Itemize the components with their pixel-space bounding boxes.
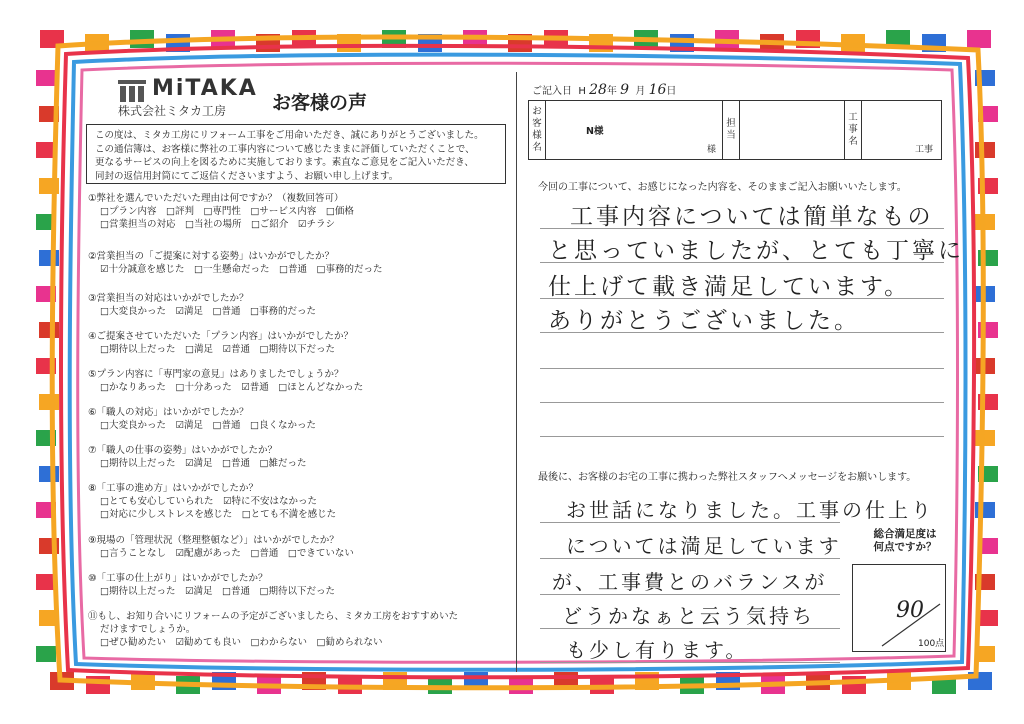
company-name: 株式会社ミタカ工房 [118, 104, 227, 118]
month-unit: 月 [635, 86, 646, 97]
question-6 [88, 406, 316, 432]
customer-name-label: お 客 様 名 [529, 101, 546, 160]
question-2 [88, 250, 382, 276]
answer-options: □かなりあった □十分あった ☑普通 □ほとんどなかった [100, 382, 364, 393]
customer-name-cell [546, 101, 723, 160]
date-year: 28 [589, 82, 607, 98]
score-question [860, 528, 950, 554]
intro-line: この通信簿は、お客様に弊社の工事内容について感じたままに評価していただくことで、 [95, 143, 475, 155]
border-square [975, 430, 995, 446]
question-text: ⑩「工事の仕上がり」はいかがでしたか？ [88, 573, 268, 584]
impression-line: ありがとうございました。 [548, 308, 860, 334]
question-text: ⑤プラン内容に「専門家の意見」はありましたでしょうか？ [88, 369, 344, 380]
answer-options: □期待以上だった ☑満足 □普通 □雑だった [100, 458, 307, 469]
message-line: どうかなぁと云う気持ち [562, 604, 815, 628]
answer-options: □言うことなし ☑配慮があった □普通 □できていない [100, 548, 354, 559]
tanto-cell [740, 101, 845, 160]
question-9 [88, 534, 354, 560]
date-era: H [578, 86, 586, 97]
question-text: ④ご提案させていただいた「プラン内容」はいかがでしたか？ [88, 331, 354, 342]
border-square [39, 250, 59, 266]
intro-box [86, 124, 506, 184]
page-title: お客様の声 [272, 92, 368, 114]
question-10 [88, 572, 335, 598]
answer-options: □大変良かった ☑満足 □普通 □事務的だった [100, 306, 316, 317]
honorific: 様 [706, 145, 716, 155]
entry-date [532, 82, 676, 98]
question-3 [88, 292, 316, 318]
score-unit: 100点 [918, 639, 945, 649]
question-text: ①弊社を選んでいただいた理由は何ですか？（複数回答可） [88, 193, 344, 204]
question-text: ②営業担当の「ご提案に対する姿勢」はいかがでしたか？ [88, 251, 335, 262]
border-square [39, 322, 59, 338]
answer-options: □対応に少しストレスを感じた □とても不満を感じた [100, 509, 337, 520]
answer-options: □とても安心していられた ☑特に不安はなかった [100, 496, 317, 507]
koji-suffix: 工事 [914, 145, 933, 155]
border-square [975, 142, 995, 158]
answer-options: □大変良かった ☑満足 □普通 □良くなかった [100, 420, 316, 431]
message-line: が、工事費とのバランスが [552, 570, 828, 594]
question-8 [88, 482, 336, 521]
kojimei-label: 工 事 名 [845, 101, 862, 160]
question-1 [88, 192, 354, 231]
answer-options: だけますでしょうか。 [100, 624, 196, 635]
border-square [39, 466, 59, 482]
answer-options: ☑十分誠意を感じた □一生懸命だった □普通 □事務的だった [100, 264, 383, 275]
customer-info-table [528, 100, 942, 160]
message-line: については満足しています [566, 534, 842, 558]
tanto-label: 担 当 [723, 101, 740, 160]
intro-line: 更なるサービスの向上を図るために実施しております。素直なご意見をご記入いただき、 [95, 157, 474, 168]
question-text: ③営業担当の対応はいかがでしたか？ [88, 293, 249, 304]
border-square [978, 610, 998, 626]
ruled-line [540, 402, 944, 403]
koji-cell [862, 101, 942, 160]
question-text: ⑪もし、お知り合いにリフォームの予定がございましたら、ミタカ工房をおすすめいた [88, 611, 459, 622]
answer-options: □プラン内容 □評判 □専門性 □サービス内容 □価格 [100, 206, 354, 217]
year-unit: 年 [606, 86, 617, 97]
impression-line: と思っていましたが、とても丁寧に [548, 238, 964, 264]
question-text: ⑦「職人の仕事の姿勢」はいかがでしたか？ [88, 445, 278, 456]
logo-wordmark: MiTAKA [152, 76, 258, 101]
answer-options: □営業担当の対応 □当社の場所 □ご紹介 ☑チラシ [100, 219, 335, 230]
intro-line: 同封の返信用封筒にてご返信くださいますよう、お願い申し上げます。 [95, 170, 399, 182]
date-label: ご記入日 [532, 86, 572, 97]
intro-line: この度は、ミタカ工房にリフォーム工事をご用命いただき、誠にありがとうございました。 [95, 130, 484, 141]
border-square [36, 70, 56, 86]
date-month: 9 [620, 82, 630, 98]
answer-options: □期待以上だった □満足 ☑普通 □期待以下だった [100, 344, 335, 355]
border-square [842, 676, 866, 694]
day-unit: 日 [666, 86, 677, 97]
message-line: お世話になりました。工事の仕上り [566, 498, 934, 522]
logo-icon [118, 80, 146, 102]
customer-name: N様 [586, 126, 604, 137]
question-text: ⑨現場の「管理状況（整理整頓など）」はいかがでしたか？ [88, 535, 339, 546]
date-day: 16 [648, 82, 667, 98]
question-5 [88, 368, 363, 394]
border-square [975, 502, 995, 518]
border-square [36, 646, 56, 662]
score-value: 90 [896, 598, 924, 623]
message-line: も少し有ります。 [566, 638, 749, 662]
impression-line: 仕上げて載き満足しています。 [548, 274, 911, 300]
question-11 [88, 610, 458, 649]
answer-options: □ぜひ勧めたい ☑勧めても良い □わからない □勧められない [100, 637, 383, 648]
message-prompt: 最後に、お客様のお宅の工事に携わった弊社スタッフへメッセージをお願いします。 [538, 472, 917, 483]
question-4 [88, 330, 353, 356]
border-square [967, 30, 991, 48]
score-question-line: 総合満足度は [873, 528, 937, 540]
question-text: ⑧「工事の進め方」はいかがでしたか？ [88, 483, 259, 494]
question-7 [88, 444, 306, 470]
impression-prompt: 今回の工事について、お感じになった内容を、そのままご記入お願いいたします。 [538, 182, 907, 193]
answer-options: □期待以上だった ☑満足 □普通 □期待以下だった [100, 586, 335, 597]
question-text: ⑥「職人の対応」はいかがでしたか？ [88, 407, 249, 418]
score-question-line: 何点ですか？ [873, 541, 937, 553]
impression-line: 工事内容については簡単なもの [570, 204, 934, 230]
column-divider [516, 72, 517, 672]
ruled-line [540, 436, 944, 437]
ruled-line [540, 368, 944, 369]
border-square [39, 394, 59, 410]
